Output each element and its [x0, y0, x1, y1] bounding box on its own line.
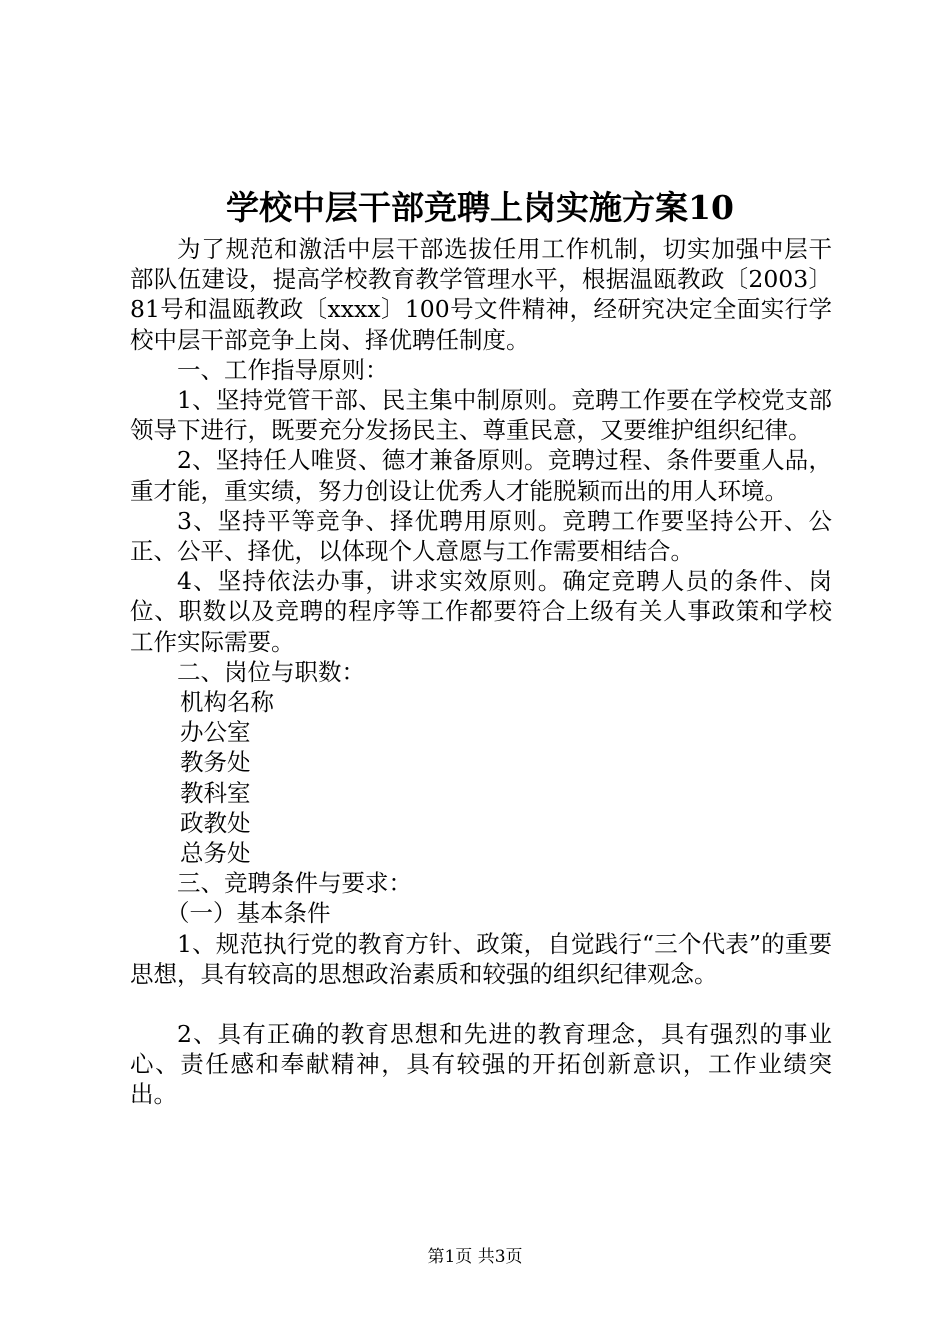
document-body: [130, 234, 832, 1110]
position-item: 政教处: [180, 808, 251, 837]
subsection-basic-conditions: （一）基本条件: [166, 899, 331, 928]
intro-paragraph: 为了规范和激活中层干部选拔任用工作机制，切实加强中层干部队伍建设，提高学校教育教学管理水平，根据温瓯教政〔2003〕81号和温瓯教政〔xxxx〕100号文件精神，经研究决定全面实行学校中层干部竞争上岗、择优聘任制度。: [130, 235, 832, 354]
section-heading-positions: 二、岗位与职数：: [177, 657, 365, 686]
position-item: 总务处: [180, 839, 251, 868]
principle-1: 1、坚持党管干部、民主集中制原则。竞聘工作要在学校党支部领导下进行，既要充分发扬民主、尊重民意，又要维护组织纪律。: [130, 386, 832, 445]
page-footer: 第1页 共3页: [427, 1247, 523, 1267]
section-heading-principles: 一、工作指导原则：: [177, 355, 389, 384]
condition-2: 2、具有正确的教育思想和先进的教育理念，具有强烈的事业心、责任感和奉献精神，具有较强的开拓创新意识，工作业绩突出。: [130, 1020, 832, 1109]
paragraph-gap: [130, 989, 832, 1019]
condition-1: 1、规范执行党的教育方针、政策，自觉践行“三个代表”的重要思想，具有较高的思想政治素质和较强的组织纪律观念。: [130, 929, 832, 988]
principle-2: 2、坚持任人唯贤、德才兼备原则。竞聘过程、条件要重人品，重才能，重实绩，努力创设让优秀人才能脱颖而出的用人环境。: [130, 446, 832, 505]
principle-3: 3、坚持平等竞争、择优聘用原则。竞聘工作要坚持公开、公正、公平、择优，以体现个人意愿与工作需要相结合。: [130, 506, 832, 566]
position-item: 办公室: [180, 718, 251, 747]
positions-header: 机构名称: [180, 688, 274, 717]
section-heading-requirements: 三、竞聘条件与要求：: [177, 869, 412, 898]
principle-4: 4、坚持依法办事，讲求实效原则。确定竞聘人员的条件、岗位、职数以及竞聘的程序等工作都要符合上级有关人事政策和学校工作实际需要。: [130, 567, 832, 656]
position-item: 教务处: [180, 748, 251, 777]
position-item: 教科室: [180, 778, 251, 807]
document-title: 学校中层干部竞聘上岗实施方案10: [226, 188, 734, 227]
